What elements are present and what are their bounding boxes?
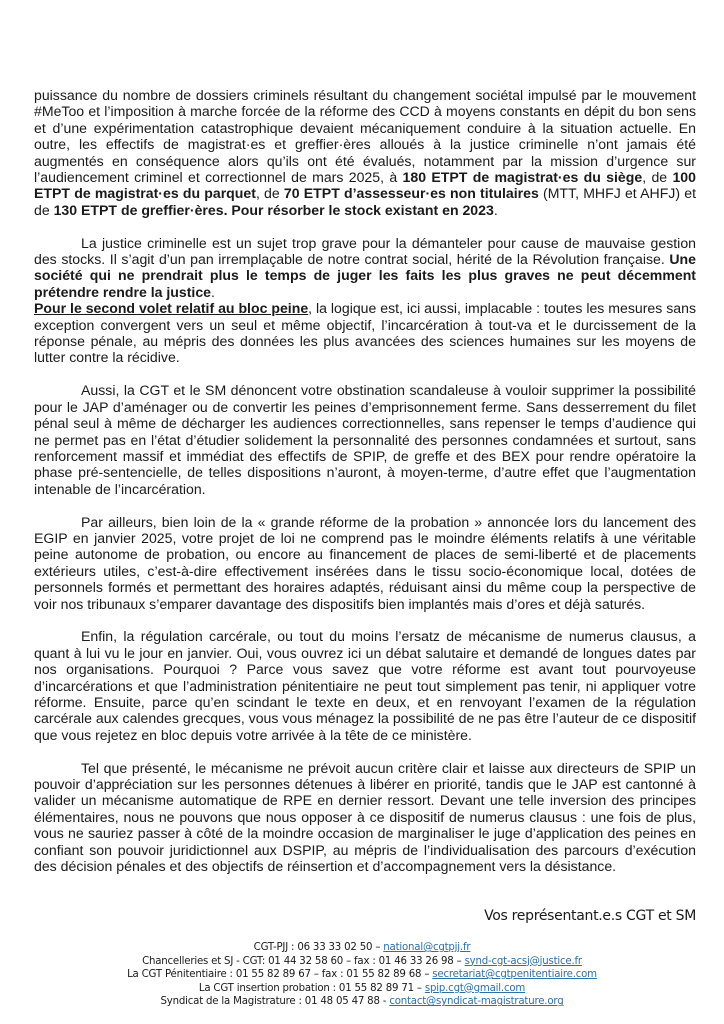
text-run: Enfin, la régulation carcérale, ou tout du moins l’ersatz de mécanisme de numerus clausus, a quant à lui vu le jour en janvier. Oui, vous ouvrez ici un débat salutaire et demandé de longues dates par nos organisations. Pourquoi ? Parce vous savez que votre réforme est avant tout pourvoyeuse d’incarcérations et que l’administration pénitentiaire ne peut tout simplement pas tenir, ni appliquer votre réforme. Ensuite, parce qu’en scindant le texte en deux, et en renvoyant l’examen de la régulation carcérale aux calendes grecques, vous vous ménagez la possibilité de ne pas être l’auteur de ce dispositif que vous rejetez en bloc depuis votre arrivée à la tête de ce ministère. <box>34 628 697 743</box>
bold-text: 100 ETPT de magistrat·es du parquet <box>34 169 696 202</box>
text-run: , la logique est, ici aussi, implacable : toutes les mesures sans exception convergent vers un seul et même objectif, l’incarcération à tout-va et le durcissement de la réponse pénale, au mépris des données les plus avancées des sciences humaines sur les moyens de lutter contre la récidive. <box>34 300 696 366</box>
signature: Vos représentant.e.s CGT et SM <box>484 908 696 924</box>
paragraph <box>34 87 696 218</box>
bold-text: 130 ETPT de greffier·ères. Pour résorber le stock existant en 2023 <box>53 201 494 218</box>
text-run: , de <box>255 185 284 202</box>
text-run: Par ailleurs, bien loin de la « grande réforme de la probation » annoncée lors du lancement des EGIP en janvier 2025, votre projet de loi ne comprend pas le moindre éléments relatifs à une véritable peine autonome de probation, ou encore au financement de places de semi-liberté et de placements extérieurs utiles, c’est-à-dire effectivement insérées dans le tissu socio-économique local, dotées de personnels formés et permettant des horaires adaptés, réduisant ainsi du même coup la perspective de voir nos tribunaux s’emparer davantage des dispositifs bien implantés mais d’ores et déjà saturés. <box>34 513 696 612</box>
email-link[interactable]: synd-cgt-acsj@justice.fr <box>464 955 582 967</box>
footer-contact-line <box>0 982 724 996</box>
email-link[interactable]: spip.cgt@gmail.com <box>424 982 526 994</box>
bold-text: 180 ETPT de magistrat·es du siège <box>402 169 643 186</box>
contact-text: CGT-PJJ : 06 33 33 02 50 – <box>253 942 384 953</box>
email-link[interactable]: contact@syndicat-magistrature.org <box>389 996 564 1008</box>
paragraph <box>34 514 696 612</box>
text-run: Aussi, la CGT et le SM dénoncent votre obstination scandaleuse à vouloir supprimer la possibilité pour le JAP d’aménager ou de convertir les peines d’emprisonnement ferme. Sans desserrement du filet pénal seul à même de décharger les audiences correctionnelles, sans repenser le temps d’audience qui ne permet pas en l’état d’étudier solidement la personnalité des personnes condamnées et surtout, sans renforcement massif et immédiat des effectifs de SPIP, de greffe et des BEX pour rendre opératoire la phase pré-sentencielle, de telles dispositions n’auront, à moyen-terme, d’autre effet que l’augmentation intenable de l’incarcération. <box>34 382 696 497</box>
email-link[interactable]: secretariat@cgtpenitentiaire.com <box>432 969 597 981</box>
footer-contact-line <box>0 968 724 982</box>
text-run: , de <box>642 169 673 186</box>
text-run: La justice criminelle est un sujet trop grave pour la démanteler pour cause de mauvaise gestion des stocks. Il s’agit d’un pan irremplaçable de notre contrat social, hérité de la Révolution française. <box>34 234 696 268</box>
text-run: puissance du nombre de dossiers criminels résultant du changement sociétal impulsé par le mouvement #MeToo et l’imposition à marche forcée de la réforme des CCD à moyens constants en dépit du bon sens et d’une expérimentation catastrophique devaient mécaniquement conduire à la situation actuelle. En outre, les effectifs de magistrat·es et greffier·ères alloués à la justice criminelle n’ont jamais été augmentés en conséquence alors qu’ils ont été évalués, notamment par la mission d’urgence sur l’audiencement criminel et correctionnel de mars 2025, à <box>34 87 696 186</box>
contact-footer <box>0 941 724 1009</box>
text-run: (MTT, MHFJ et AHFJ) et de <box>34 185 696 218</box>
footer-contact-line <box>0 941 724 955</box>
contact-text: La CGT insertion probation : 01 55 82 89 71 – <box>198 982 425 994</box>
paragraph <box>34 300 696 366</box>
paragraph <box>34 235 696 301</box>
text-run: Tel que présenté, le mécanisme ne prévoit aucun critère clair et laisse aux directeurs de SPIP un pouvoir d’appréciation sur les personnes détenues à libérer en priorité, tandis que le JAP est cantonné à valider un mécanisme automatique de RPE en dernier ressort. Devant une telle inversion des principes élémentaires, nous ne pouvons que nous opposer à ce dispositif de numerus clausus : une fois de plus, vous ne sauriez passer à côté de la moindre occasion de marginaliser le juge d’application des peines en confiant son pouvoir juridictionnel aux DSPIP, au mépris de l’individualisation des parcours d’exécution des décision pénales et des objectifs de réinsertion et d’accompagnement vers la désistance. <box>34 759 696 875</box>
text-run: . <box>493 201 498 218</box>
document-body <box>34 87 696 891</box>
contact-text: La CGT Pénitentiaire : 01 55 82 89 67 – fax : 01 55 82 89 68 – <box>127 969 433 981</box>
paragraph <box>34 760 696 875</box>
paragraph <box>34 382 696 497</box>
email-link[interactable]: national@cgtpjj.fr <box>383 942 471 953</box>
underlined-heading: Pour le second volet relatif au bloc peine <box>34 300 309 317</box>
paragraph <box>34 628 696 743</box>
contact-text: Chancelleries et SJ - CGT: 01 44 32 58 60 – fax : 01 46 33 26 98 – <box>142 955 465 967</box>
bold-text: 70 ETPT d’assesseur·es non titulaires <box>283 185 539 202</box>
text-run: . <box>211 283 215 300</box>
footer-contact-line <box>0 995 724 1009</box>
footer-contact-line <box>0 955 724 969</box>
bold-text: Une société qui ne prendrait plus le temps de juger les faits les plus graves ne peut décemment prétendre rendre la justice <box>34 251 696 300</box>
contact-text: Syndicat de la Magistrature : 01 48 05 47 88 - <box>160 996 390 1008</box>
